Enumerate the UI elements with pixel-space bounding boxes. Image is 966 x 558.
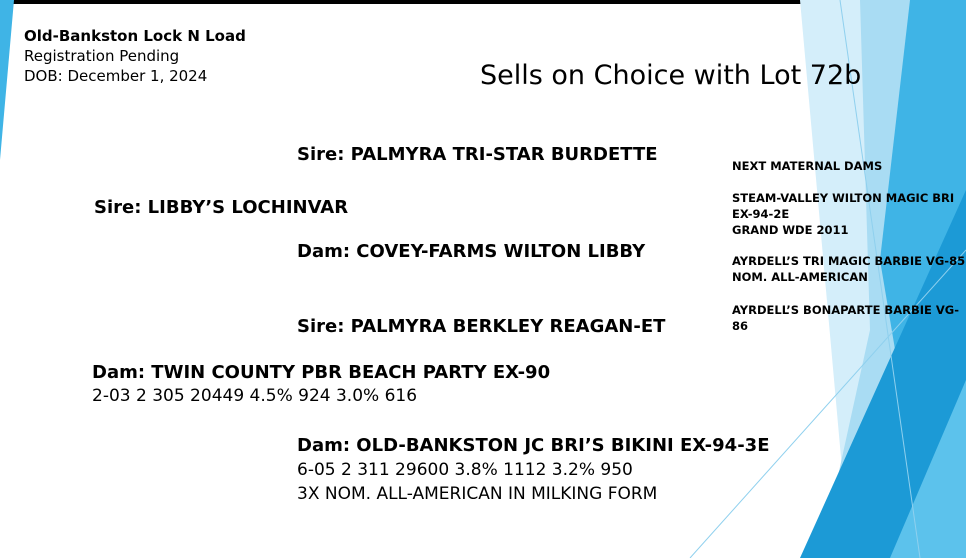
left-accent-shape <box>0 0 14 160</box>
dam-record: 2-03 2 305 20449 4.5% 924 3.0% 616 <box>92 386 418 406</box>
maternal-dam-3-name: AYRDELL’S BONAPARTE BARBIE VG- <box>732 303 959 317</box>
maternal-dam-1-name: STEAM-VALLEY WILTON MAGIC BRI <box>732 191 955 205</box>
dam-dam: Dam: OLD-BANKSTON JC BRI’S BIKINI EX-94-3E <box>297 435 770 456</box>
maternal-dam-2-award: NOM. ALL-AMERICAN <box>732 270 868 284</box>
dam-dam-honor: 3X NOM. ALL-AMERICAN IN MILKING FORM <box>297 484 658 504</box>
maternal-heading: NEXT MATERNAL DAMS <box>732 159 883 173</box>
maternal-dam-1-classification: EX-94-2E <box>732 207 790 221</box>
sire: Sire: LIBBY’S LOCHINVAR <box>94 197 349 218</box>
dam-dam-record: 6-05 2 311 29600 3.8% 1112 3.2% 950 <box>297 460 633 480</box>
maternal-dam-2-name: AYRDELL’S TRI MAGIC BARBIE VG-85 <box>732 254 966 268</box>
maternal-dam-1-award: GRAND WDE 2011 <box>732 223 849 237</box>
headline: Sells on Choice with Lot 72b <box>480 60 862 91</box>
animal-name: Old-Bankston Lock N Load <box>24 27 246 45</box>
sire-dam: Dam: COVEY-FARMS WILTON LIBBY <box>297 241 646 262</box>
date-of-birth: DOB: December 1, 2024 <box>24 67 208 85</box>
registration-status: Registration Pending <box>24 47 180 65</box>
dam-sire: Sire: PALMYRA BERKLEY REAGAN-ET <box>297 316 666 337</box>
maternal-dam-3-classification: 86 <box>732 319 749 333</box>
dam: Dam: TWIN COUNTY PBR BEACH PARTY EX-90 <box>92 362 551 383</box>
sire-sire: Sire: PALMYRA TRI-STAR BURDETTE <box>297 144 658 165</box>
